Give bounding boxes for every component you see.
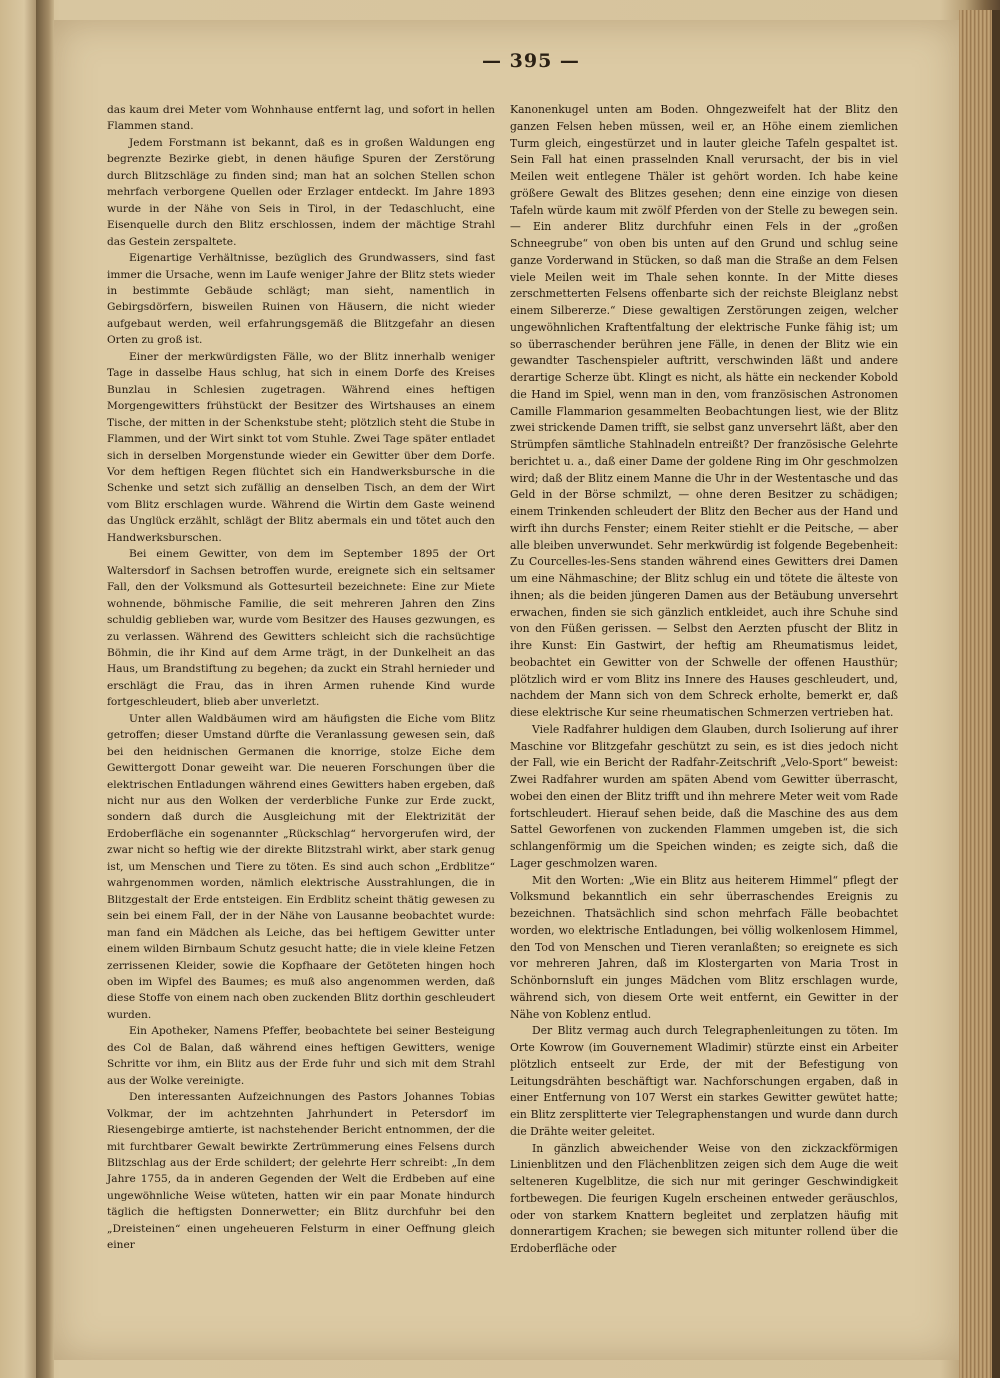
text-column-left (107, 102, 495, 1254)
paragraph: Eigenartige Verhältnisse, bezüglich des Grundwassers, sind fast immer die Ursache, wenn im Laufe weniger Jahre der Blitz stets wieder in bestimmte Gebäude schlägt; man sieht, namentlich in Gebirgsdörfern, bisweilen Ruinen von Häusern, die nicht wieder aufgebaut werden, weil erfahrungsgemäß die Blitzgefahr an diesen Orten zu groß ist. (107, 252, 495, 347)
page-number: — 395 — (482, 50, 580, 72)
paragraph: Ein Apotheker, Namens Pfeffer, beobachtete bei seiner Besteigung des Col de Balan, daß während eines heftigen Gewitters, wenige Schritte vor ihm, ein Blitz aus der Erde fuhr und sich mit dem Strahl aus der Wolke vereinigte. (107, 1025, 495, 1087)
paragraph: Jedem Forstmann ist bekannt, daß es in großen Waldungen eng begrenzte Bezirke giebt, in denen häufige Spuren der Zerstörung durch Blitzschläge zu finden sind; man hat an solchen Stellen schon mehrfach verborgene Quellen oder Erzlager entdeckt. Im Jahre 1893 wurde in der Nähe von Seis in Tirol, in der Tedaschlucht, eine Eisenquelle durch den Blitz erschlossen, indem der mächtige Strahl das Gestein zerspaltete. (107, 136, 495, 248)
paragraph: Einer der merkwürdigsten Fälle, wo der Blitz innerhalb weniger Tage in dasselbe Haus schlug, hat sich in einem Dorfe des Kreises Bunzlau in Schlesien zugetragen. Während eines heftigen Morgengewitters frühstückt der Besitzer des Wirtshauses an einem Tische, der mitten in der Schenkstube steht; plötzlich steht die Stube in Flammen, und der Wirt sinkt tot vom Stuhle. Zwei Tage später entladet sich in derselben Morgenstunde wieder ein Gewitter über dem Dorfe. Vor dem heftigen Regen flüchtet sich ein Handwerksbursche in die Schenke und setzt sich zufällig an denselben Tisch, an dem der Wirt vom Blitz erschlagen wurde. Während die Wirtin dem Gaste weinend das Unglück erzählt, schlägt der Blitz abermals ein und tötet auch den Handwerksburschen. (107, 350, 495, 544)
text-column-right (510, 102, 898, 1258)
page-stack-edge (959, 10, 1000, 1378)
paragraph: Viele Radfahrer huldigen dem Glauben, durch Isolierung auf ihrer Maschine vor Blitzgefahr geschützt zu sein, es ist dies jedoch nicht der Fall, wie ein Bericht der Radfahr-Zeitschrift „Velo-Sport“ beweist: Zwei Radfahrer wurden am späten Abend vom Gewitter überrascht, wobei den einen der Blitz trifft und ihn mehrere Meter weit vom Rade fortschleudert. Hierauf sehen beide, daß die Maschine des aus dem Sattel Geworfenen von zuckenden Flammen umgeben ist, die sich schlangenförmig um die Speichen winden; es zeigte sich, daß die Lager geschmolzen waren. (510, 722, 898, 870)
facing-page-edge (0, 0, 40, 1378)
paragraph: Den interessanten Aufzeichnungen des Pastors Johannes Tobias Volkmar, der im achtzehnten Jahrhundert in Petersdorf im Riesengebirge amtierte, ist nachstehender Bericht entnommen, der die mit furchtbarer Gewalt bewirkte Zertrümmerung eines Felsens durch Blitzschlag aus der Erde schildert; der gelehrte Herr schreibt: „In dem Jahre 1755, da in anderen Gegenden der Welt die Erdbeben auf eine ungewöhnliche Weise wüteten, hatten wir ein paar Monate hindurch täglich die heftigsten Donnerwetter; ein Blitz durchfuhr bei den „Dreisteinen“ einen ungeheueren Felsturm in einer Oeffnung gleich einer (107, 1091, 495, 1252)
paragraph: Der Blitz vermag auch durch Telegraphenleitungen zu töten. Im Orte Kowrow (im Gouvernement Wladimir) stürzte einst ein Arbeiter plötzlich entseelt zur Erde, der mit der Befestigung von Leitungsdrähten beschäftigt war. Nachforschungen ergaben, daß in einer Entfernung von 107 Werst ein starkes Gewitter gewütet hatte; ein Blitz zersplitterte vier Telegraphenstangen und wurde dann durch die Drähte weiter geleitet. (510, 1024, 898, 1138)
paragraph: In gänzlich abweichender Weise von den zickzackförmigen Linienblitzen und den Flächenblitzen zeigen sich dem Auge die weit selteneren Kugelblitze, die sich nur mit geringer Geschwindigkeit fortbewegen. Die feurigen Kugeln erscheinen entweder geräuschlos, oder von starkem Knattern begleitet und zerplatzen häufig mit donnerartigem Krachen; sie bewegen sich mitunter rollend über die Erdoberfläche oder (510, 1141, 898, 1255)
paragraph: das kaum drei Meter vom Wohnhause entfernt lag, und sofort in hellen Flammen stand. (107, 104, 495, 133)
paragraph: Bei einem Gewitter, von dem im September 1895 der Ort Waltersdorf in Sachsen betroffen wurde, ereignete sich ein seltsamer Fall, den der Volksmund als Gottesurteil bezeichnete: Eine zur Miete wohnende, böhmische Familie, die seit mehreren Jahren den Zins schuldig geblieben war, wurde vom Besitzer des Hauses gezwungen, es zu verlassen. Während des Gewitters schleicht sich die rachsüchtige Böhmin, die ihr Kind auf dem Arme trägt, in der Dunkelheit an das Haus, um Brandstiftung zu begehen; da zuckt ein Strahl hernieder und erschlägt die Frau, das in ihren Armen ruhende Kind wurde fortgeschleudert, blieb aber unverletzt. (107, 548, 495, 709)
paragraph: Kanonenkugel unten am Boden. Ohngezweifelt hat der Blitz den ganzen Felsen heben müssen, weil er, an Höhe einem ziemlichen Turm gleich, eingestürzet und in lauter gleiche Tafeln gespaltet ist. Sein Fall hat einen prasselnden Knall verursacht, der bis in viel Meilen weit entlegene Thäler ist gehört worden. Ich habe keine größere Gewalt des Blitzes gesehen; denn eine einzige von diesen Tafeln würde kaum mit zwölf Pferden von der Stelle zu bewegen sein. — Ein anderer Blitz durchfuhr einen Fels in der „großen Schneegrube“ von oben bis unten auf den Grund und schlug seine ganze Vorderwand in Stücken, so daß man die Straße an dem Felsen viele Meilen weit im Thale sehen konnte. In der Mitte dieses zerschmetterten Felsens offenbarte sich der reichste Bleiglanz nebst einem Silbererze.“ Diese gewaltigen Zerstörungen zeigen, welcher ungewöhnlichen Kraftentfaltung der elektrische Funke fähig ist; um so überraschender berühren jene Fälle, in denen der Blitz wie ein gewandter Taschenspieler auftritt, verschwinden läßt und andere derartige Scherze übt. Klingt es nicht, als hätte ein neckender Kobold die Hand im Spiel, wenn man in den, vom französischen Astronomen Camille Flammarion gesammelten Beobachtungen liest, wie der Blitz zwei strickende Damen trifft, sie selbst ganz unversehrt läßt, aber den Strümpfen sämtliche Stahlnadeln entreißt? Der französische Gelehrte berichtet u. a., daß einer Dame der goldene Ring im Ohr geschmolzen wird; daß der Blitz einem Manne die Uhr in der Westentasche und das Geld in der Börse schmilzt, — ohne deren Besitzer zu schädigen; einem Trinkenden schleudert der Blitz den Becher aus der Hand und wirft ihn durchs Fenster; einem Reiter stiehlt er die Peitsche, — aber alle bleiben unverwundet. Sehr merkwürdig ist folgende Begebenheit: Zu Courcelles-les-Sens standen während eines Gewitters drei Damen um eine Nähmaschine; der Blitz schlug ein und tötete die älteste von ihnen; als die beiden jüngeren Damen aus der Betäubung unversehrt erwachen, finden sie sich gänzlich entkleidet, auch ihre Schuhe sind von den Füßen gerissen. — Selbst den Aerzten pfuscht der Blitz in ihre Kunst: Ein Gastwirt, der heftig am Rheumatismus leidet, beobachtet ein Gewitter von der Schwelle der offenen Hausthür; plötzlich wird er vom Blitz ins Innere des Hauses geschleudert, und, nachdem der Mann sich von dem Schreck erholte, bemerkt er, daß diese elektrische Kur seine rheumatischen Schmerzen vertrieben hat. (510, 103, 898, 719)
paragraph: Unter allen Waldbäumen wird am häufigsten die Eiche vom Blitz getroffen; dieser Umstand dürfte die Veranlassung gewesen sein, daß bei den heidnischen Germanen die knorrige, stolze Eiche dem Gewittergott Donar geweiht war. Die neueren Forschungen über die elektrischen Entladungen während eines Gewitters haben ergeben, daß nicht nur aus den Wolken der verderbliche Funke zur Erde zuckt, sondern daß durch die Ausgleichung mit der Elektrizität der Erdoberfläche ein sogenannter „Rückschlag“ hervorgerufen wird, der zwar nicht so heftig wie der direkte Blitzstrahl wirkt, aber stark genug ist, um Menschen und Tiere zu töten. Es sind auch schon „Erdblitze“ wahrgenommen worden, nämlich elektrische Ausstrahlungen, die in Blitzgestalt der Erde entsteigen. Ein Erdblitz scheint thätig gewesen zu sein bei einem Fall, der in der Nähe von Lausanne beobachtet wurde: man fand ein Mädchen als Leiche, das bei heftigem Gewitter unter einem wilden Birnbaum Schutz gesucht hatte; die in viele kleine Fetzen zerrissenen Kleider, sowie die Kopfhaare der Getöteten hingen hoch oben im Wipfel des Baumes; es muß also angenommen werden, daß diese Stoffe von einem nach oben zuckenden Blitz dorthin geschleudert wurden. (107, 712, 495, 1021)
book-gutter (36, 0, 54, 1378)
binding-edge (992, 10, 1000, 1378)
paragraph: Mit den Worten: „Wie ein Blitz aus heiterem Himmel“ pflegt der Volksmund bekanntlich ein sehr überraschendes Ereignis zu bezeichnen. Thatsächlich sind schon mehrfach Fälle beobachtet worden, wo elektrische Entladungen, bei völlig wolkenlosem Himmel, den Tod von Menschen und Tieren veranlaßten; so ereignete es sich vor mehreren Jahren, daß im Klostergarten von Maria Trost in Schönbornsluft ein junges Mädchen vom Blitz erschlagen wurde, während sich, von diesem Orte weit entfernt, ein Gewitter in der Nähe von Koblenz entlud. (510, 873, 898, 1021)
